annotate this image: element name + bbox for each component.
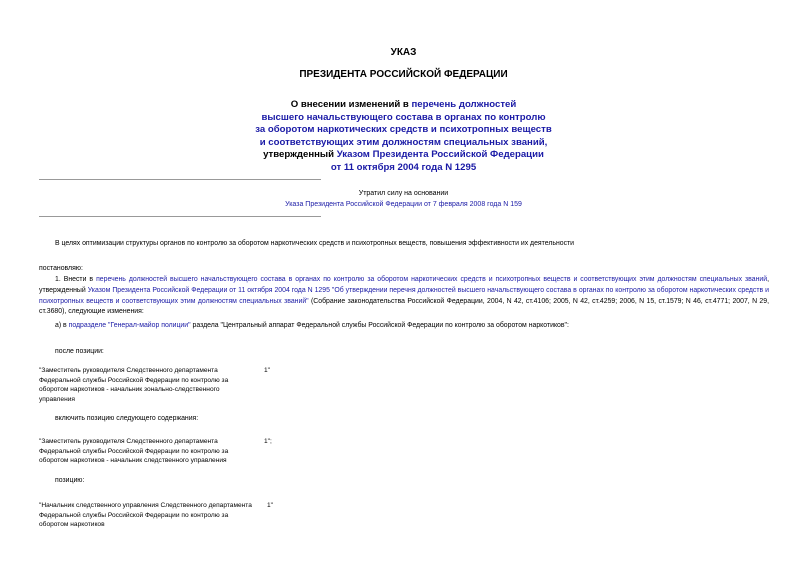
position-line: управления	[39, 395, 75, 403]
position-count: 1"	[267, 502, 274, 509]
sub-a-link[interactable]: подразделе "Генерал-майор полиции"	[68, 322, 191, 329]
position-line: оборотом наркотиков - начальник зонально-следственного	[39, 386, 220, 394]
position-line: Федеральной службы Российской Федерации по контролю за	[39, 447, 229, 455]
status-note	[0, 188, 807, 210]
position-line: оборотом наркотиков - начальник следственного управления	[39, 457, 227, 465]
title-line[interactable]: и соответствующих этим должностям специальных званий,	[259, 136, 548, 148]
position-line: "Заместитель руководителя Следственного департамента	[39, 367, 218, 374]
position-line: Федеральной службы Российской Федерации по контролю за	[39, 376, 229, 384]
item-1	[39, 275, 769, 318]
title-link-list[interactable]: перечень должностей	[411, 99, 517, 110]
position-line: "Начальник следственного управления Следственного департамента	[39, 502, 252, 509]
position-name	[39, 366, 239, 404]
position-name	[39, 437, 239, 466]
title-line[interactable]: за оборотом наркотических средств и психотропных веществ	[255, 124, 552, 135]
divider-top	[39, 179, 321, 180]
item-1-link-title[interactable]: "Об утверждении перечня должностей высшего начальствующего состава в органах по контролю за оборотом наркотических средств и психотропных веществ и соответствующих этим должностям специальных званий"	[39, 286, 770, 305]
sub-a	[39, 321, 769, 332]
issuer: ПРЕЗИДЕНТА РОССИЙСКОЙ ФЕДЕРАЦИИ	[299, 69, 508, 80]
title-line[interactable]: высшего начальствующего состава в органах по контролю	[261, 111, 546, 123]
position-line: "Заместитель руководителя Следственного департамента	[39, 438, 218, 445]
document-title	[0, 99, 807, 174]
position-count: 1"	[264, 367, 271, 374]
status-text: Утратил силу на основании	[358, 190, 449, 197]
preamble: В целях оптимизации структуры органов по контролю за оборотом наркотических средств и психотропных веществ, повышения эффективности их деятельности	[55, 240, 575, 247]
item-1-source: (Собрание законодательства Российской Федерации, 2004, N 42, ст.4106; 2005, N 42, ст.4259; 2006, N 15, ст.1579; N 46, ст.4771; 2007, N 29, ст.3680), следующие изменения:	[39, 297, 769, 316]
position-line: оборотом наркотиков	[39, 521, 105, 529]
title-text: О внесении изменений в	[290, 99, 409, 110]
after-positions-label: после позиции:	[55, 348, 104, 355]
decree-word: постановляю:	[39, 265, 83, 272]
divider-bottom	[39, 216, 321, 217]
sub-a-text: а) в	[55, 322, 67, 329]
doc-type: УКАЗ	[390, 47, 417, 58]
item-1-text: , утвержденный	[39, 276, 770, 294]
sub-a-text: раздела "Центральный аппарат Федеральной службы Российской Федерации по контролю за оборотом наркотиков":	[192, 322, 569, 329]
item-1-text: 1. Внести в	[55, 276, 94, 283]
position-name	[39, 501, 259, 530]
position-line: Федеральной службы Российской Федерации по контролю за	[39, 511, 229, 519]
item-1-link-list[interactable]: перечень должностей высшего начальствующего состава в органах по контролю за оборотом наркотических средств и психотропных веществ и соответствующих этим должностям специальных званий	[96, 276, 768, 283]
position-count: 1";	[264, 438, 272, 445]
include-position-label: включить позицию следующего содержания:	[55, 415, 199, 422]
position-label: позицию:	[55, 477, 85, 484]
title-link-decree[interactable]: Указом Президента Российской Федерации	[336, 149, 544, 160]
title-text: утвержденный	[263, 149, 335, 160]
item-1-link-decree[interactable]: Указом Президента Российской Федерации от 11 октября 2004 года N 1295	[87, 286, 330, 294]
status-link[interactable]: Указа Президента Российской Федерации от 7 февраля 2008 года N 159	[285, 201, 522, 208]
title-line[interactable]: от 11 октября 2004 года N 1295	[330, 161, 477, 173]
